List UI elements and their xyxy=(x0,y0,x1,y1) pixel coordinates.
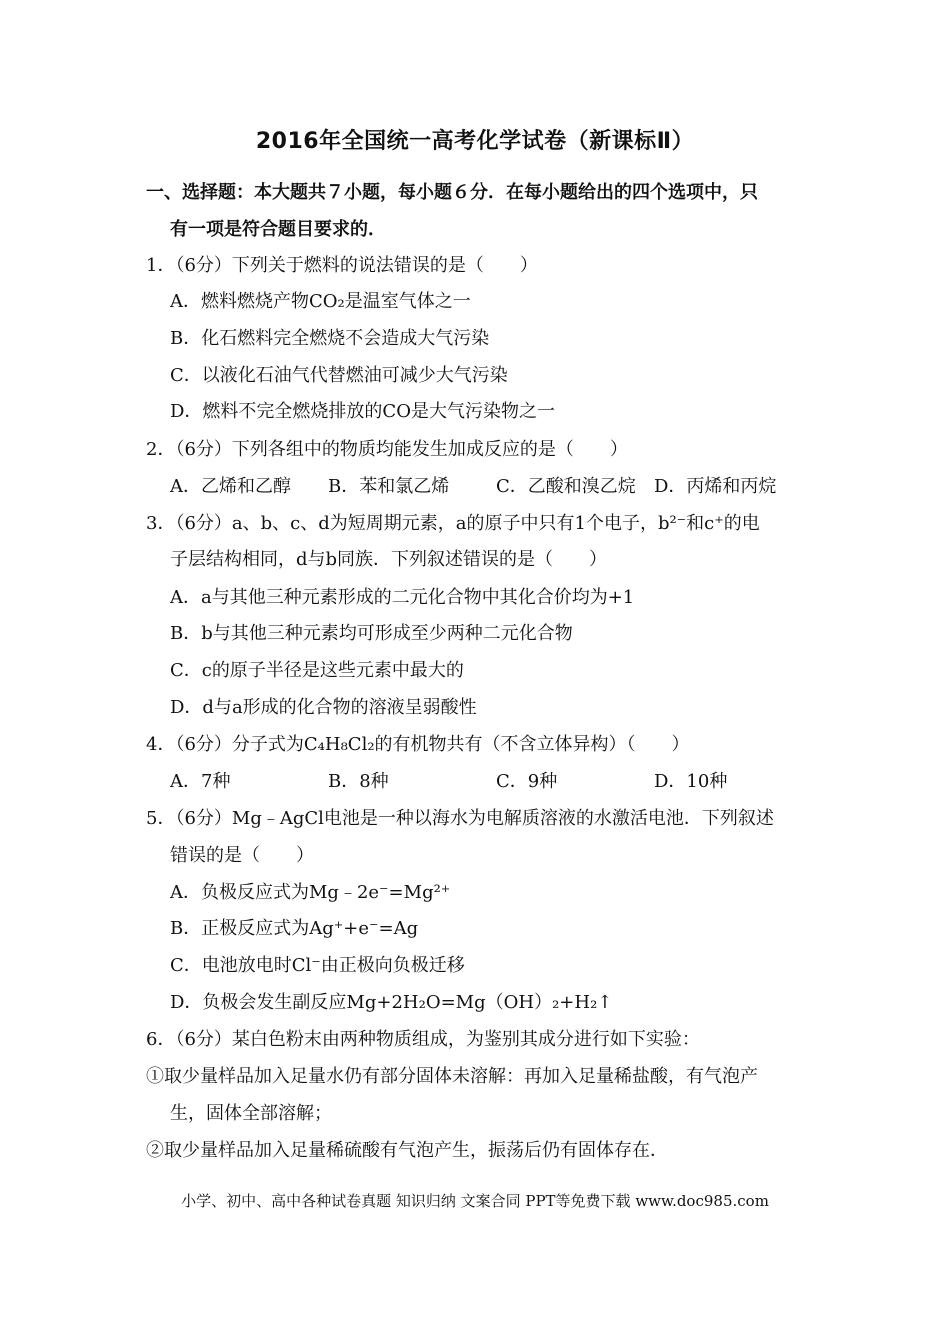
question-4-option-a: A．7种 xyxy=(170,771,231,792)
question-5-option-b: B．正极反应式为Ag⁺+e⁻=Ag xyxy=(170,918,419,939)
question-5-stem-line1: 5．（6分）Mg﹣AgCl电池是一种以海水为电解质溶液的水激活电池．下列叙述 xyxy=(146,808,774,829)
question-4-option-b: B．8种 xyxy=(328,771,389,792)
question-2-stem: 2．（6分）下列各组中的物质均能发生加成反应的是（ ） xyxy=(146,439,628,460)
question-4-option-d: D．10种 xyxy=(654,771,728,792)
question-3-stem-line2: 子层结构相同，d与b同族．下列叙述错误的是（ ） xyxy=(170,549,608,570)
section-header-line1: 一、选择题：本大题共７小题，每小题６分．在每小题给出的四个选项中，只 xyxy=(146,182,758,203)
question-4-option-c: C．9种 xyxy=(496,771,558,792)
question-4-stem: 4．（6分）分子式为C₄H₈Cl₂的有机物共有（不含立体异构）（ ） xyxy=(146,734,690,755)
question-6-step2: ②取少量样品加入足量稀硫酸有气泡产生，振荡后仍有固体存在． xyxy=(146,1140,668,1161)
question-2-option-a: A．乙烯和乙醇 xyxy=(170,476,291,497)
question-3-option-d: D．d与a形成的化合物的溶液呈弱酸性 xyxy=(170,697,477,718)
section-header-line2: 有一项是符合题目要求的． xyxy=(170,219,386,240)
question-1-option-c: C．以液化石油气代替燃油可减少大气污染 xyxy=(170,365,508,386)
question-5-option-c: C．电池放电时Cl⁻由正极向负极迁移 xyxy=(170,955,465,976)
question-3-option-b: B．b与其他三种元素均可形成至少两种二元化合物 xyxy=(170,623,573,644)
question-5-option-d: D．负极会发生副反应Mg+2H₂O=Mg（OH）₂+H₂↑ xyxy=(170,992,613,1013)
question-2-option-b: B．苯和氯乙烯 xyxy=(328,476,450,497)
question-6-step1-line1: ①取少量样品加入足量水仍有部分固体未溶解：再加入足量稀盐酸，有气泡产 xyxy=(146,1066,758,1087)
question-6-step1-line2: 生，固体全部溶解； xyxy=(170,1103,332,1124)
question-1-stem: 1．（6分）下列关于燃料的说法错误的是（ ） xyxy=(146,255,538,276)
question-1-option-a: A．燃料燃烧产物CO₂是温室气体之一 xyxy=(170,291,471,312)
question-1-option-d: D．燃料不完全燃烧排放的CO是大气污染物之一 xyxy=(170,401,555,422)
question-1-option-b: B．化石燃料完全燃烧不会造成大气污染 xyxy=(170,328,490,349)
question-3-option-c: C．c的原子半径是这些元素中最大的 xyxy=(170,660,464,681)
footer-text: 小学、初中、高中各种试卷真题 知识归纳 文案合同 PPT等免费下载 www.doc985.com xyxy=(181,1192,769,1210)
page-title: 2016年全国统一高考化学试卷（新课标Ⅱ） xyxy=(255,129,695,154)
question-3-option-a: A．a与其他三种元素形成的二元化合物中其化合价均为+1 xyxy=(170,587,635,608)
question-5-option-a: A．负极反应式为Mg﹣2e⁻=Mg²⁺ xyxy=(170,882,451,903)
question-2-option-c: C．乙酸和溴乙烷 xyxy=(496,476,636,497)
question-5-stem-line2: 错误的是（ ） xyxy=(170,845,314,866)
question-3-stem-line1: 3．（6分）a、b、c、d为短周期元素，a的原子中只有1个电子，b²⁻和c⁺的电 xyxy=(146,513,760,534)
question-6-stem: 6．（6分）某白色粉末由两种物质组成，为鉴别其成分进行如下实验： xyxy=(146,1029,700,1050)
question-2-option-d: D．丙烯和丙烷 xyxy=(654,476,777,497)
